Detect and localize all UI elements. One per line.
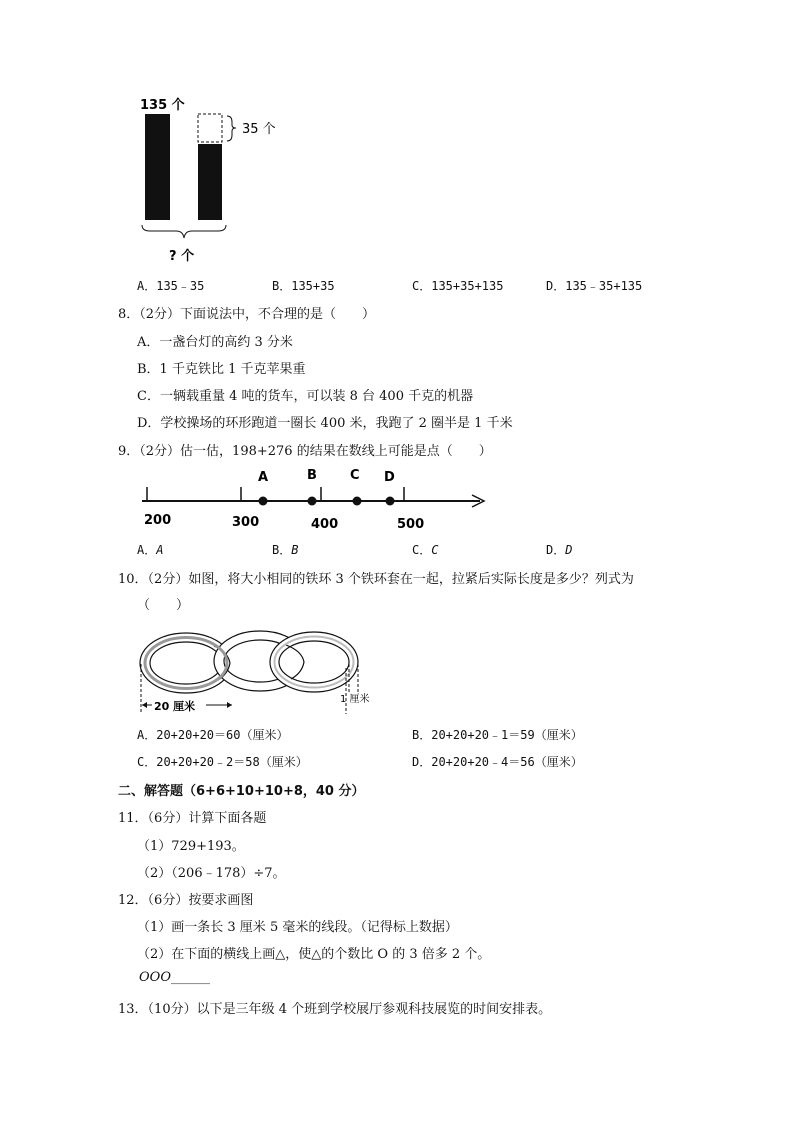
q9-option-c-prefix: C． (412, 543, 432, 557)
q11-item-2: （2）（206﹣178）÷7。 (137, 866, 286, 881)
point-d-dot (386, 497, 395, 506)
q10-option-a[interactable]: A．20+20+20＝60（厘米） (137, 728, 289, 742)
q11-stem: 11．（6分）计算下面各题 (118, 811, 267, 826)
q13-stem: 13．（10分）以下是三年级 4 个班到学校展厅参观科技展览的时间安排表。 (118, 1002, 552, 1017)
ring-thickness-label: 1 厘米 (340, 694, 370, 705)
q7-right-bar (198, 144, 222, 220)
q8-option-b[interactable]: B．1 千克铁比 1 千克苹果重 (137, 362, 306, 377)
q10-option-c[interactable]: C．20+20+20﹣2＝58（厘米） (137, 755, 308, 769)
point-c-dot (353, 497, 362, 506)
width-arrowhead-icon (142, 702, 147, 708)
point-d-label: D (384, 470, 395, 485)
tick-label-300: 300 (232, 515, 260, 530)
q7-left-bar-label: 135 个 (140, 98, 185, 113)
q7-left-bar (145, 114, 170, 220)
tick-label-200: 200 (144, 513, 172, 528)
q7-dashed-box (198, 114, 222, 142)
q9-stem: 9．（2分）估一估，198+276 的结果在数线上可能是点（ ） (118, 444, 492, 459)
q11-item-1: （1）729+193。 (137, 839, 245, 854)
q8-stem: 8．（2分）下面说法中，不合理的是（ ） (118, 307, 376, 322)
q9-option-d-prefix: D． (546, 543, 566, 557)
point-c-label: C (350, 468, 360, 483)
q7-bar-figure (136, 92, 286, 268)
ring-width-label: 20 厘米 (154, 700, 196, 713)
tick-label-500: 500 (397, 517, 425, 532)
q7-option-d[interactable]: D．135﹣35+135 (546, 279, 643, 293)
q9-option-b-prefix: B． (272, 543, 292, 557)
q9-option-b[interactable] (272, 541, 298, 558)
q9-option-d[interactable] (546, 541, 572, 558)
q12-blank-row (139, 970, 210, 985)
q7-diff-label: 35 个 (242, 122, 276, 137)
point-b-dot (308, 497, 317, 506)
q12-stem: 12．（6分）按要求画图 (118, 893, 254, 908)
q10-stem-line1: 10．（2分）如图，将大小相同的铁环 3 个铁环套在一起，拉紧后实际长度是多少？列式为 (118, 572, 634, 587)
q9-option-a-value: A (156, 543, 164, 557)
point-b-label: B (307, 468, 317, 483)
q8-option-a[interactable]: A．一盏台灯的高约 3 分米 (137, 335, 293, 350)
q9-number-line (136, 462, 492, 532)
q9-option-c-value: C (431, 543, 439, 557)
point-a-dot (259, 497, 268, 506)
q7-option-a[interactable]: A．135﹣35 (137, 279, 205, 293)
q7-total-label: ? 个 (169, 249, 195, 264)
tick-label-400: 400 (311, 517, 339, 532)
q12-answer-line[interactable]: ______ (170, 970, 210, 985)
point-a-label: A (258, 470, 269, 485)
q12-circles: OOO (139, 970, 171, 985)
width-arrowhead-right-icon (227, 702, 232, 708)
q10-option-b[interactable]: B．20+20+20﹣1＝59（厘米） (412, 728, 583, 742)
ring-1-inner (150, 642, 222, 684)
section2-heading: 二、解答题（6+6+10+10+8，40 分） (118, 784, 365, 799)
q7-total-brace (142, 225, 226, 238)
q10-option-d[interactable]: D．20+20+20﹣4＝56（厘米） (412, 755, 583, 769)
q10-rings-figure (136, 624, 380, 720)
q9-option-d-value: D (565, 543, 573, 557)
q12-item-1: （1）画一条长 3 厘米 5 毫米的线段。（记得标上数据） (137, 920, 458, 935)
q10-stem-line2: （ ） (137, 598, 190, 613)
q8-option-c[interactable]: C．一辆载重量 4 吨的货车，可以装 8 台 400 千克的机器 (137, 389, 474, 404)
q7-option-c[interactable]: C．135+35+135 (412, 279, 504, 293)
q12-item-2: （2）在下面的横线上画△，使△的个数比 O 的 3 倍多 2 个。 (137, 947, 491, 962)
q7-diff-brace (227, 116, 236, 141)
q9-option-c[interactable] (412, 541, 438, 558)
q9-option-a[interactable] (137, 541, 163, 558)
q7-option-b[interactable]: B．135+35 (272, 279, 335, 293)
q8-option-d[interactable]: D．学校操场的环形跑道一圈长 400 米，我跑了 2 圈半是 1 千米 (137, 416, 513, 431)
q9-option-b-value: B (291, 543, 299, 557)
q9-option-a-prefix: A． (137, 543, 157, 557)
